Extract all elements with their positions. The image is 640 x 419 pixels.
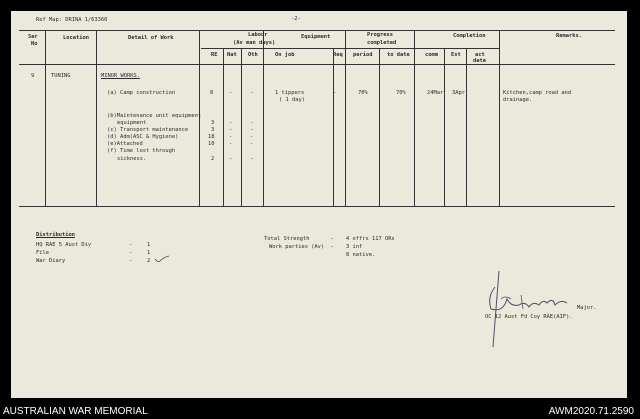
work-item-nat: - — [229, 127, 233, 133]
signature-rank: Major. — [577, 305, 597, 311]
column-rule — [45, 30, 46, 206]
work-item-nat: - — [229, 156, 233, 162]
work-item-est: 3Apr — [452, 90, 465, 96]
work-parties-separator: - — [330, 244, 334, 250]
signature-unit: OC 12 Aust Fd Coy RAE(AIF). — [485, 314, 573, 320]
column-rule — [263, 30, 264, 206]
header-labour: Labour — [248, 32, 268, 38]
header-progress: Progress — [367, 32, 393, 38]
column-rule — [414, 30, 415, 206]
work-item-req: - — [333, 90, 337, 96]
header-detail-of-work: Detail of Work — [128, 35, 174, 41]
distribution-separator: - — [129, 258, 133, 264]
work-item-text: (c) Transport maintenance — [107, 127, 189, 133]
distribution-qty: 1 — [147, 242, 151, 248]
work-item-re: 3 — [211, 127, 215, 133]
archive-footer — [0, 403, 640, 419]
document-sheet — [11, 11, 627, 398]
header-labour-re: RE — [211, 52, 218, 58]
entry-ser-no: 9 — [31, 73, 35, 79]
work-item-text: (a) Camp construction — [107, 90, 176, 96]
work-item-text: (f) Time lost through — [107, 148, 176, 154]
work-parties-value: 3 inf — [346, 244, 363, 250]
distribution-qty: 1 — [147, 250, 151, 256]
header-progress-to-date: to date — [387, 52, 410, 58]
work-item-oth: - — [250, 141, 254, 147]
header-progress-sub: completed — [367, 40, 397, 46]
work-item-re: 3 — [211, 120, 215, 126]
header-equip-on-job: On job — [275, 52, 295, 58]
distribution-qty: 2 — [147, 258, 151, 264]
distribution-recipient: HQ RAE 5 Aust Div — [36, 242, 92, 248]
work-item-period: 70% — [358, 90, 368, 96]
total-strength-value: 4 offrs 117 ORs — [346, 236, 395, 242]
distribution-separator: - — [129, 242, 133, 248]
header-equip-req: Req — [333, 52, 343, 58]
work-item-oth: - — [250, 127, 254, 133]
header-labour-sub: (Av man days) — [233, 40, 276, 46]
work-item-on-job: 1 tippers — [275, 90, 305, 96]
work-item-re: 18 — [208, 134, 215, 140]
distribution-recipient: War Diary — [36, 258, 66, 264]
column-rule — [466, 48, 467, 206]
archive-name: AUSTRALIAN WAR MEMORIAL — [3, 406, 148, 417]
work-item-nat: - — [229, 134, 233, 140]
column-rule — [241, 48, 242, 206]
column-rule — [444, 48, 445, 206]
work-item-comm: 24Mar — [427, 90, 444, 96]
distribution-title: Distribution — [36, 232, 75, 238]
header-completion-comm: comm — [425, 52, 438, 58]
header-remarks: Remarks. — [556, 33, 582, 39]
work-item-on-job-duration: ( 1 day) — [279, 97, 305, 103]
column-rule — [223, 48, 224, 206]
work-parties-label: Work parties (Av) — [269, 244, 325, 250]
header-completion-est: Est — [451, 52, 461, 58]
work-item-nat: - — [229, 141, 233, 147]
work-item-oth: - — [250, 156, 254, 162]
column-rule — [499, 30, 500, 206]
entry-heading: MINOR WORKS. — [101, 73, 140, 79]
tick-mark-icon — [154, 255, 170, 263]
total-strength-separator: - — [330, 236, 334, 242]
work-item-remarks: Kitchen,camp road and — [503, 90, 572, 96]
work-item-re: 8 — [210, 90, 214, 96]
column-rule — [379, 48, 380, 206]
page-number: -2- — [291, 16, 301, 22]
table-bottom-rule — [19, 206, 615, 207]
work-item-nat: - — [229, 90, 233, 96]
distribution-recipient: File — [36, 250, 49, 256]
header-labour-nat: Nat — [227, 52, 237, 58]
work-parties-value-cont: 8 native. — [346, 252, 376, 258]
table-top-rule — [19, 30, 615, 31]
work-item-text: (b)Maintenance unit equipment — [107, 113, 202, 119]
work-item-oth: - — [250, 120, 254, 126]
distribution-separator: - — [129, 250, 133, 256]
header-completion-act-date: date — [473, 58, 486, 64]
work-item-nat: - — [229, 120, 233, 126]
header-progress-period: period — [353, 52, 373, 58]
work-item-re: 2 — [211, 156, 215, 162]
header-equipment: Equipment — [301, 34, 331, 40]
work-item-text: (d) Adm(ASC & Hygiene) — [107, 134, 179, 140]
header-no: No — [31, 41, 38, 47]
header-completion-act: act — [475, 52, 485, 58]
column-rule — [345, 30, 346, 206]
work-item-oth: - — [250, 90, 254, 96]
work-item-text: (e)Attached — [107, 141, 143, 147]
work-item-to-date: 70% — [396, 90, 406, 96]
column-rule — [333, 48, 337, 206]
header-completion: Completion — [453, 33, 486, 39]
archive-reference: AWM2020.71.2590 — [548, 406, 634, 417]
work-item-oth: - — [250, 134, 254, 140]
column-rule — [96, 30, 97, 206]
handwritten-signature — [481, 269, 571, 349]
entry-location: TUNING — [51, 73, 71, 79]
table-subheader-rule — [201, 48, 499, 49]
header-ser: Ser — [28, 34, 38, 40]
work-item-re: 10 — [208, 141, 215, 147]
work-item-text-cont: sickness. — [117, 156, 147, 162]
table-header-rule — [19, 64, 615, 65]
header-location: Location — [63, 35, 89, 41]
work-item-remarks-cont: drainage. — [503, 97, 533, 103]
total-strength-label: Total Strength — [264, 236, 310, 242]
header-labour-oth: Oth — [248, 52, 258, 58]
work-item-text-cont: equipment — [117, 120, 147, 126]
ref-map: Ref Map: DRINA 1/63360 — [36, 17, 108, 23]
